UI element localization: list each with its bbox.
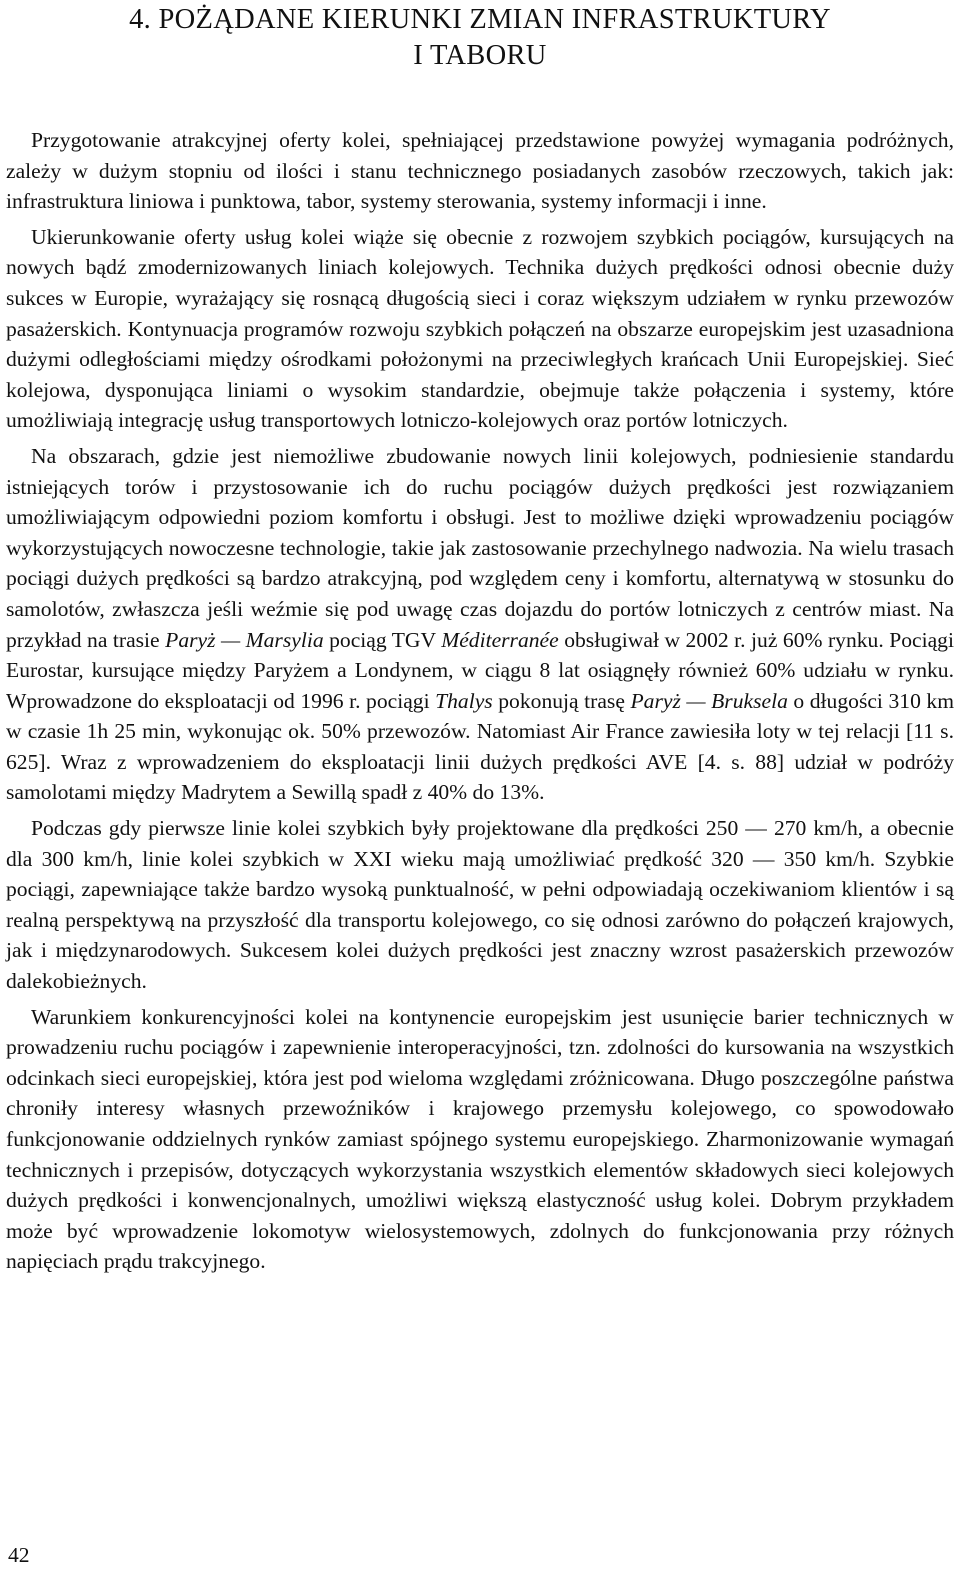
paragraph bbox=[6, 1002, 954, 1277]
text-run: Warunkiem konkurencyjności kolei na kontynencie europejskim jest usunięcie barier technicznych w prowadzeniu ruchu pociągów i zapewnienie interoperacyjności, tzn. zdolności do kursowania na wszystkich odcinkach sieci europejskiej, która jest pod wieloma względami zróżnicowana. Długo poszczególne państwa chroniły interesy własnych przewoźników i krajowego przemysłu kolejowego, co spowodowało funkcjonowanie oddzielnych rynków zamiast spójnego systemu europejskiego. Zharmonizowanie wymagań technicznych i przepisów, dotyczących wykorzystania wszystkich elementów składowych sieci kolejowych dużych prędkości i konwencjonalnych, umożliwi większą elastyczność usług kolei. Dobrym przykładem może być wprowadzenie lokomotyw wielosystemowych, zdolnych do funkcjonowania przy różnych napięciach prądu trakcyjnego. bbox=[6, 1004, 954, 1274]
chapter-title-line-2: I TABORU bbox=[413, 40, 547, 71]
body-text bbox=[6, 125, 954, 1277]
text-run: Podczas gdy pierwsze linie kolei szybkich były projektowane dla prędkości 250 — 270 km/h, a obecnie dla 300 km/h, linie kolei szybkich w XXI wieku mają umożliwiać prędkość 320 — 350 km/h. Szybkie pociągi, zapewniające także bardzo wysoką punktualność, w pełni odpowiadają oczekiwaniom klientów i są realną perspektywą na przyszłość dla transportu kolejowego, co się odnosi zarówno do połączeń krajowych, jak i międzynarodowych. Sukcesem kolei dużych prędkości jest znaczny wzrost pasażerskich przewozów dalekobieżnych. bbox=[6, 816, 954, 994]
italic-run: Paryż — Marsylia bbox=[165, 627, 324, 652]
italic-run: Paryż — Bruksela bbox=[630, 688, 788, 713]
paragraph bbox=[6, 813, 954, 997]
text-run: obsługiwał w 2002 r. już 60% rynku. Pociągi Eurostar, kursujące między Paryżem a Londynem, w ciągu 8 lat osiągnęły również 60% udziału w rynku. Wprowadzone do eksploatacji od 1996 r. pociągi bbox=[6, 627, 954, 713]
page-number: 42 bbox=[8, 1543, 30, 1567]
chapter-title bbox=[6, 0, 954, 74]
text-run: Na obszarach, gdzie jest niemożliwe zbudowanie nowych linii kolejowych, podniesienie standardu istniejących torów i przystosowanie ich do ruchu pociągów dużych prędkości jest rozwiązaniem umożliwiającym odpowiedni poziom komfortu i obsługi. Jest to możliwe dzięki wprowadzeniu pociągów wykorzystujących nowoczesne technologie, takie jak zastosowanie przechylnego nadwozia. Na wielu trasach pociągi dużych prędkości są bardzo atrakcyjną, pod względem ceny i komfortu, alternatywą w stosunku do samolotów, zwłaszcza jeśli weźmie się pod uwagę czas dojazdu do portów lotniczych z centrów miast. Na przykład na trasie bbox=[6, 443, 954, 652]
chapter-title-line-1: 4. POŻĄDANE KIERUNKI ZMIAN INFRASTRUKTURY bbox=[129, 4, 831, 35]
text-run: pokonują trasę bbox=[492, 688, 631, 713]
italic-run: Thalys bbox=[435, 688, 493, 713]
paragraph bbox=[6, 441, 954, 808]
document-page bbox=[6, 0, 954, 1277]
italic-run: Méditerranée bbox=[441, 627, 559, 652]
paragraph bbox=[6, 222, 954, 436]
text-run: pociąg TGV bbox=[323, 627, 442, 652]
text-run: Ukierunkowanie oferty usług kolei wiąże się obecnie z rozwojem szybkich pociągów, kursujących na nowych bądź zmodernizowanych liniach kolejowych. Technika dużych prędkości odnosi obecnie duży sukces w Europie, wyrażający się rosnącą długością sieci i coraz większym udziałem w rynku przewozów pasażerskich. Kontynuacja programów rozwoju szybkich połączeń na obszarze europejskim jest uzasadniona dużymi odległościami między ośrodkami położonymi na przeciwległych krańcach Unii Europejskiej. Sieć kolejowa, dysponująca liniami o wysokim standardzie, obejmuje także połączenia i systemy, które umożliwiają integrację usług transportowych lotniczo-kolejowych oraz portów lotniczych. bbox=[6, 224, 954, 433]
text-run: Przygotowanie atrakcyjnej oferty kolei, spełniającej przedstawione powyżej wymagania podróżnych, zależy w dużym stopniu od ilości i stanu technicznego posiadanych zasobów rzeczowych, takich jak: infrastruktura liniowa i punktowa, tabor, systemy sterowania, systemy informacji i inne. bbox=[6, 128, 954, 214]
text-run: o długości 310 km w czasie 1h 25 min, wykonując ok. 50% przewozów. Natomiast Air France zawiesiła loty w tej relacji [11 s. 625]. Wraz z wprowadzeniem do eksploatacji linii dużych prędkości AVE [4. s. 88] udział w podróży samolotami między Madrytem a Sewillą spadł z 40% do 13%. bbox=[6, 688, 954, 805]
paragraph bbox=[6, 125, 954, 217]
